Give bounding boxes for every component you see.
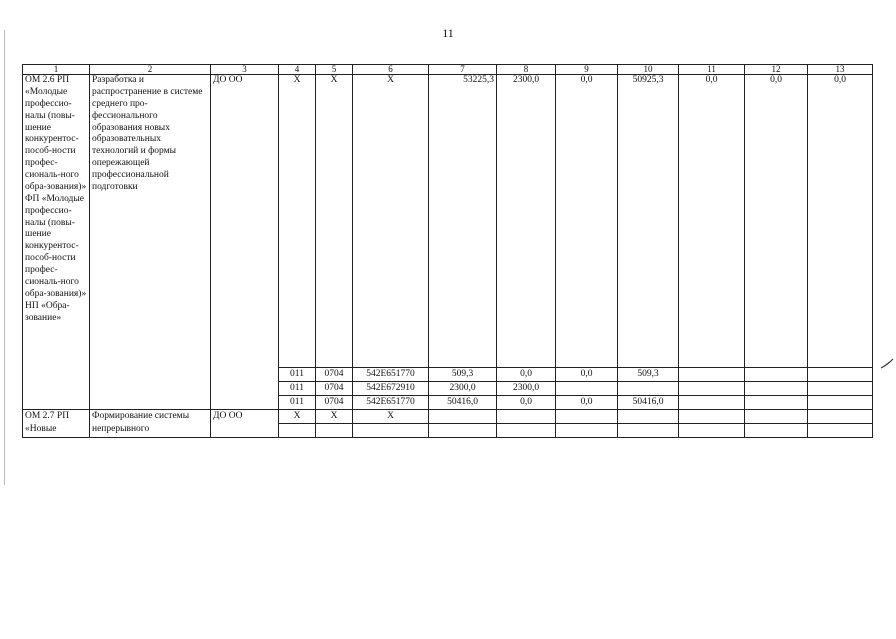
empty-cell — [745, 382, 808, 396]
total-cell: 509,3 — [429, 368, 497, 382]
grbs-cell: 011 — [279, 368, 316, 382]
empty-cell — [353, 424, 429, 438]
value-cell: 0,0 — [497, 396, 556, 410]
description-cell — [90, 410, 211, 438]
measure-cell — [23, 75, 90, 410]
col-number: 11 — [679, 65, 745, 75]
col-number: 6 — [353, 65, 429, 75]
col-number: 7 — [429, 65, 497, 75]
col-number: 1 — [23, 65, 90, 75]
col-number: 13 — [808, 65, 873, 75]
page-number: 11 — [442, 26, 454, 40]
value-cell: 509,3 — [618, 368, 679, 382]
value-cell — [618, 382, 679, 396]
rzpr-cell: Х — [316, 75, 353, 368]
description-cell — [90, 75, 211, 410]
value-cell: 0,0 — [556, 396, 618, 410]
executor-cell: ДО ОО — [211, 410, 279, 438]
empty-cell — [556, 410, 618, 424]
empty-cell — [316, 424, 353, 438]
value-cell: 0,0 — [808, 75, 873, 368]
rzpr-cell: 0704 — [316, 382, 353, 396]
empty-cell — [618, 424, 679, 438]
description-text: Формирование системы непрерывного — [92, 411, 190, 434]
total-cell: 50416,0 — [429, 396, 497, 410]
empty-cell — [679, 382, 745, 396]
grbs-cell: 011 — [279, 396, 316, 410]
empty-cell — [745, 368, 808, 382]
grbs-cell: Х — [279, 75, 316, 368]
empty-cell — [679, 396, 745, 410]
value-cell — [556, 382, 618, 396]
empty-cell — [497, 410, 556, 424]
csr-cell: Х — [353, 75, 429, 368]
empty-cell — [808, 368, 873, 382]
value-cell: 0,0 — [497, 368, 556, 382]
csr-cell: 542E651770 — [353, 396, 429, 410]
empty-cell — [279, 424, 316, 438]
rzpr-cell: 0704 — [316, 396, 353, 410]
column-number-row — [23, 65, 873, 75]
grbs-cell: 011 — [279, 382, 316, 396]
description-text: Разработка и распространение в системе среднего про-фессионального образования новых образовательных технологий и формы опережающей профессиональной подготовки — [92, 75, 203, 192]
col-number: 12 — [745, 65, 808, 75]
csr-cell: Х — [353, 410, 429, 424]
value-cell: 0,0 — [679, 75, 745, 368]
value-cell: 50925,3 — [618, 75, 679, 368]
empty-cell — [808, 410, 873, 424]
empty-cell — [679, 410, 745, 424]
empty-cell — [745, 410, 808, 424]
empty-cell — [808, 396, 873, 410]
measure-cell — [23, 410, 90, 438]
empty-cell — [618, 410, 679, 424]
grbs-cell: Х — [279, 410, 316, 424]
table-row — [23, 410, 873, 424]
value-cell: 0,0 — [556, 75, 618, 368]
budget-table — [22, 64, 873, 438]
rzpr-cell: Х — [316, 410, 353, 424]
measure-text: ОМ 2.7 РП «Новые — [25, 411, 70, 434]
value-cell: 50416,0 — [618, 396, 679, 410]
col-number: 5 — [316, 65, 353, 75]
value-cell: 0,0 — [745, 75, 808, 368]
empty-cell — [679, 424, 745, 438]
empty-cell — [745, 396, 808, 410]
empty-cell — [429, 410, 497, 424]
empty-cell — [808, 382, 873, 396]
empty-cell — [497, 424, 556, 438]
col-number: 8 — [497, 65, 556, 75]
col-number: 2 — [90, 65, 211, 75]
col-number: 10 — [618, 65, 679, 75]
col-number: 9 — [556, 65, 618, 75]
col-number: 3 — [211, 65, 279, 75]
csr-cell: 542E672910 — [353, 382, 429, 396]
rzpr-cell: 0704 — [316, 368, 353, 382]
total-cell: 53225,3 — [429, 75, 497, 368]
value-cell: 0,0 — [556, 368, 618, 382]
total-cell: 2300,0 — [429, 382, 497, 396]
csr-cell: 542E651770 — [353, 368, 429, 382]
empty-cell — [745, 424, 808, 438]
value-cell: 2300,0 — [497, 382, 556, 396]
col-number: 4 — [279, 65, 316, 75]
empty-cell — [679, 368, 745, 382]
empty-cell — [556, 424, 618, 438]
table-row — [23, 75, 873, 368]
pen-tick-mark — [880, 356, 894, 370]
empty-cell — [429, 424, 497, 438]
value-cell: 2300,0 — [497, 75, 556, 368]
executor-cell: ДО ОО — [211, 75, 279, 410]
measure-text: ОМ 2.6 РП «Молодые профессио-налы (повы-шение конкурентос-пособ-ности профес-сиональ-ного обра-зования)» ФП «Молодые профессио-налы (повы-шение конкурентос-пособ-ности профес-сиональ-ного обра-зования)» НП «Обра-зование» — [25, 75, 87, 323]
scan-edge-line — [4, 30, 5, 485]
empty-cell — [808, 424, 873, 438]
